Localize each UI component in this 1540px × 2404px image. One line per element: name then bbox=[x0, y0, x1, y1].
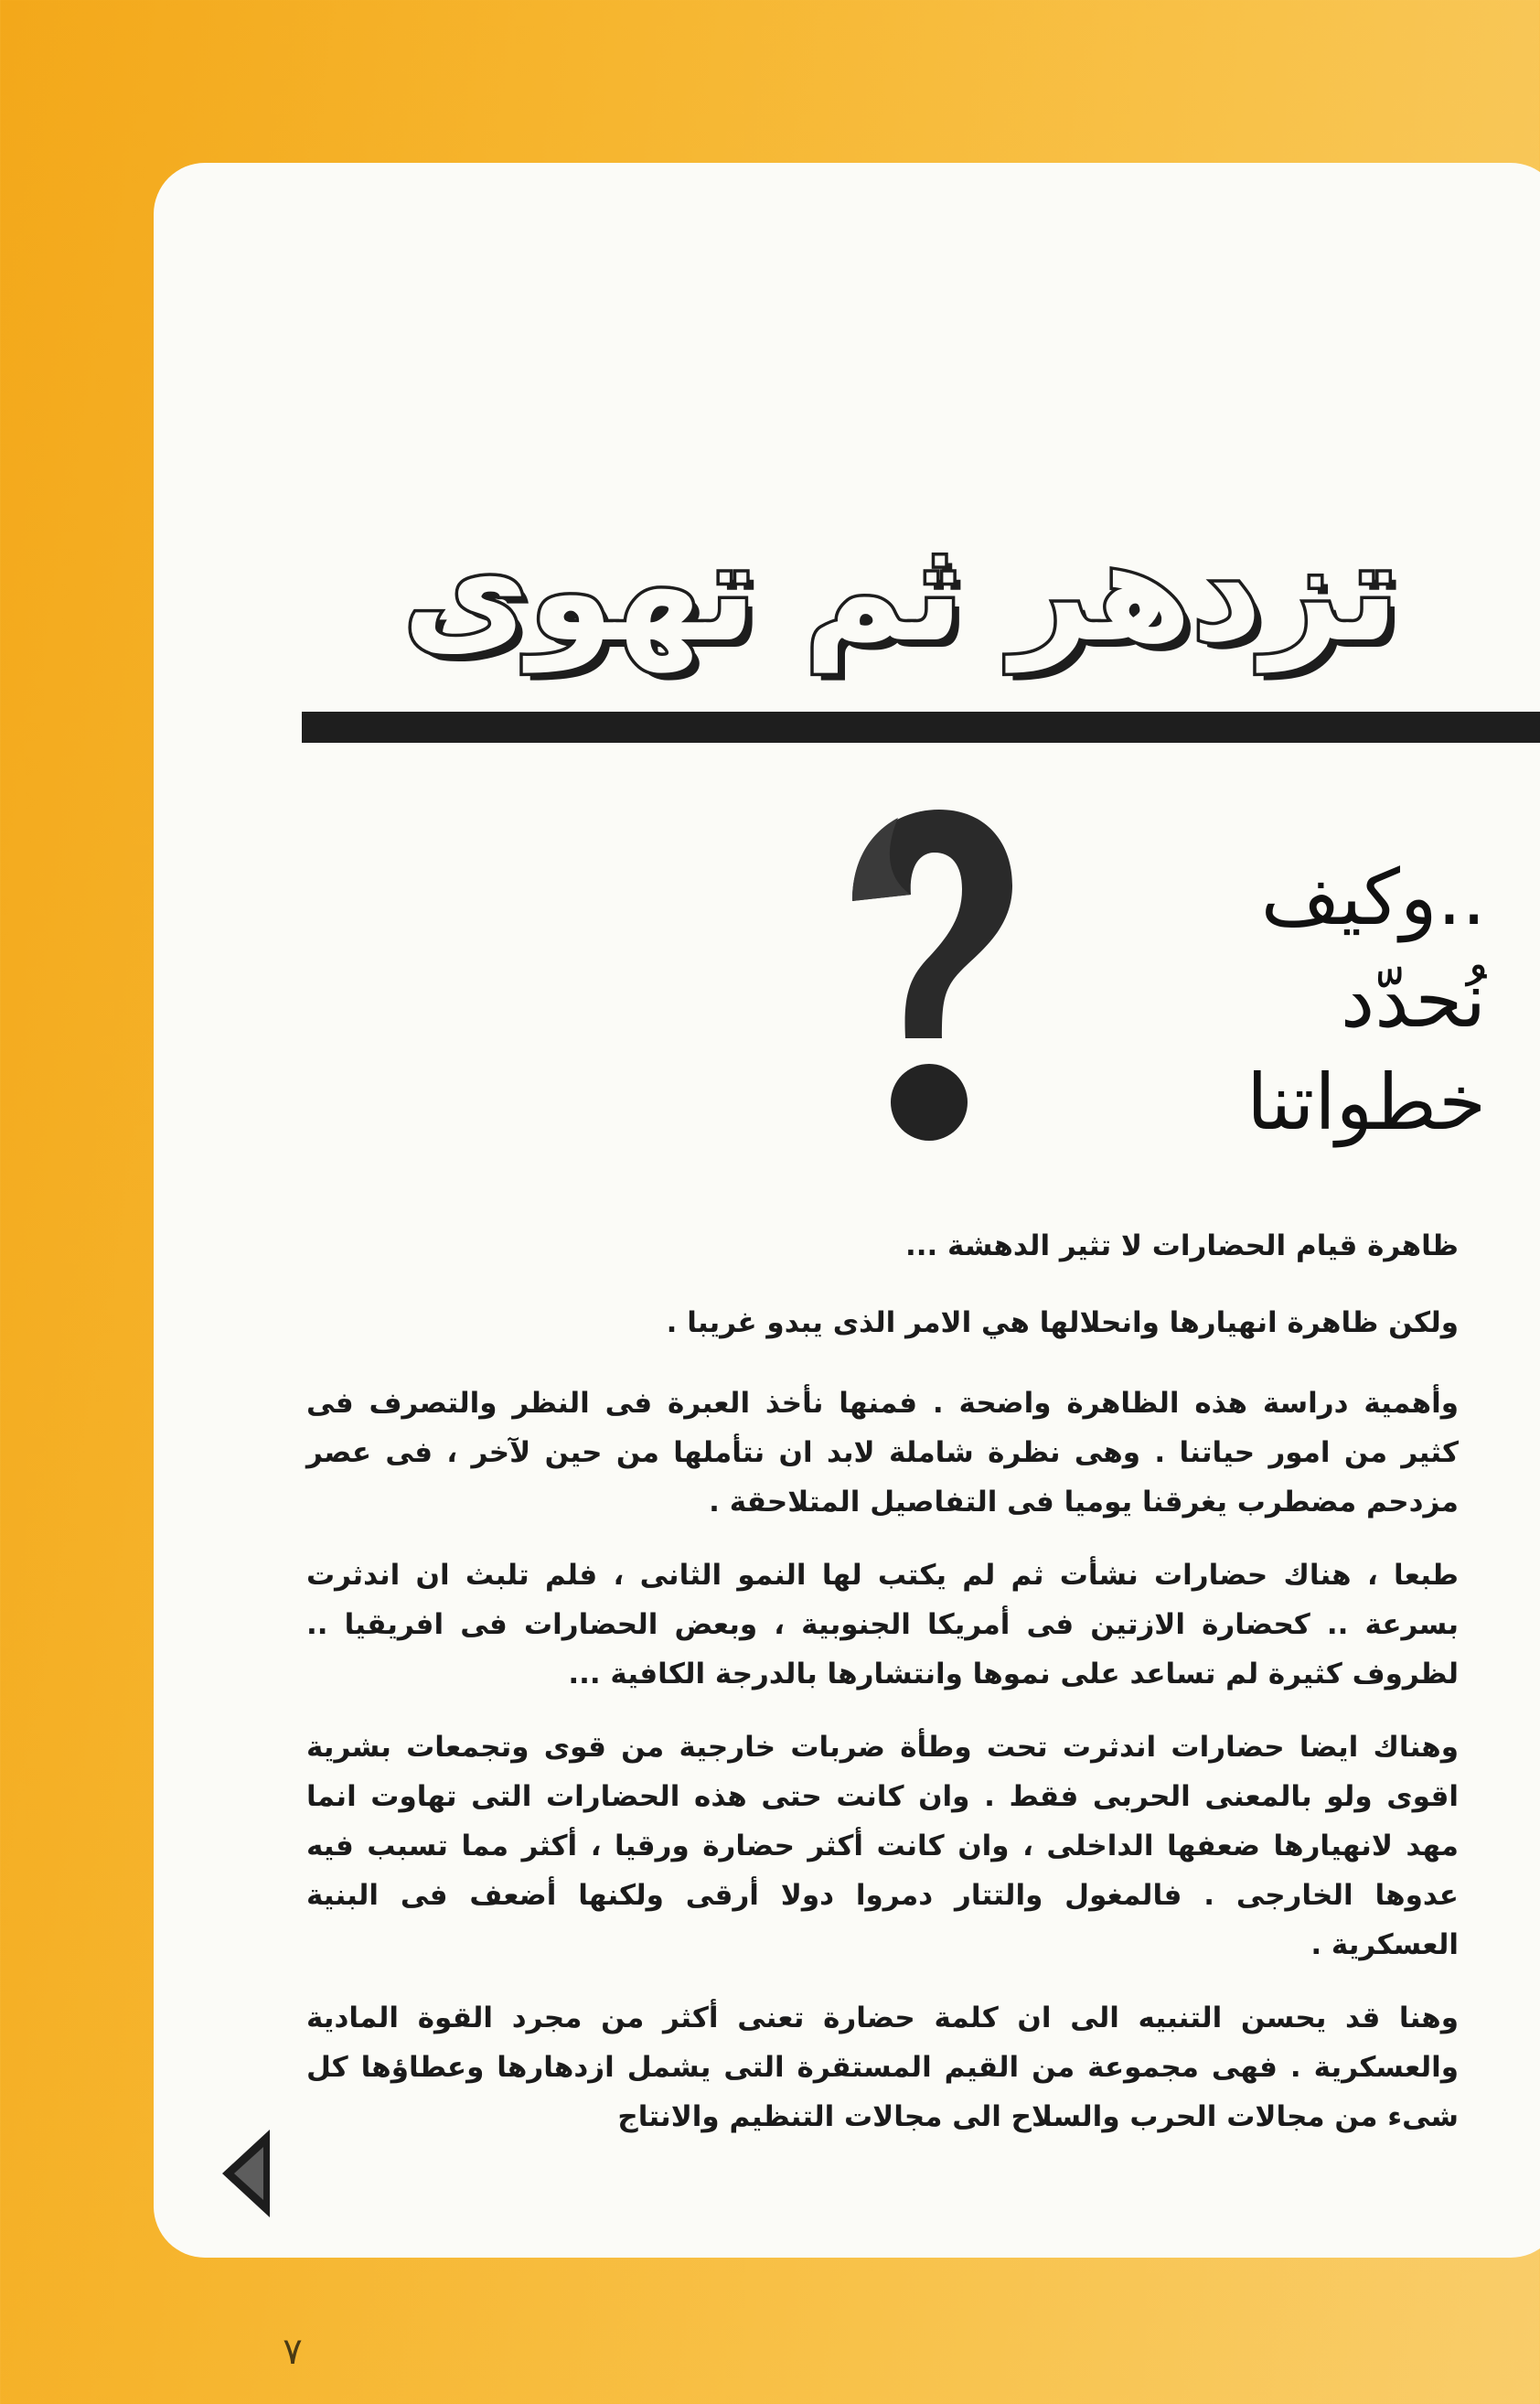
paragraph: وهناك ايضا حضارات اندثرت تحت وطأة ضربات خارجية من قوى وتجمعات بشرية اقوى ولو بالمعنى الحربى فقط . وان كانت حتى هذه الحضارات التى تهاوت انما مهد لانهيارها ضعفها الداخلى ، وان كانت أكثر حضارة ورقيا ، أكثر مما تسبب فيه عدوها الخارجى . فالمغول والتتار دمروا دولا أرقى ولكنها أضعف فى البنية العسكرية . bbox=[306, 1731, 1459, 1961]
question-mark-icon bbox=[834, 805, 1017, 1153]
paragraph: ظاهرة قيام الحضارات لا تثير الدهشة ... bbox=[904, 1229, 1459, 1262]
headline-rule bbox=[302, 712, 1540, 743]
subtitle-line: ..وكيف bbox=[1260, 853, 1486, 942]
article-body bbox=[306, 1221, 1459, 2165]
paragraph: طبعا ، هناك حضارات نشأت ثم لم يكتب لها النمو الثانى ، فلم تلبث ان اندثرت بسرعة .. كحضارة الازتين فى أمريكا الجنوبية ، وبعض الحضارات فى افريقيا .. لظروف كثيرة لم تساعد على نموها وانتشارها بالدرجة الكافية ... bbox=[306, 1559, 1459, 1690]
paragraph: وهنا قد يحسن التنبيه الى ان كلمة حضارة تعنى أكثر من مجرد القوة المادية والعسكرية . فهى مجموعة من القيم المستقرة التى يشمل ازدهارها وعطاؤها كل شىء من مجالات الحرب والسلاح الى مجالات التنظيم والانتاج bbox=[306, 2002, 1459, 2133]
paragraph: وأهمية دراسة هذه الظاهرة واضحة . فمنها نأخذ العبرة فى النظر والتصرف فى كثير من امور حياتنا . وهى نظرة شاملة لابد ان نتأملها من حين لآخر ، فى عصر مزدحم مضطرب يغرقنا يوميا فى التفاصيل المتلاحقة . bbox=[306, 1387, 1459, 1519]
subtitle-line: خطواتنا bbox=[1246, 1057, 1486, 1147]
headline-text: تزدهر ثم تهوى bbox=[402, 512, 1399, 672]
paragraph: ولكن ظاهرة انهيارها وانحلالها هي الامر الذى يبدو غريبا . bbox=[666, 1306, 1459, 1339]
headline bbox=[293, 499, 1509, 686]
subtitle bbox=[1029, 846, 1486, 1154]
subtitle-line: نُحدّد bbox=[1340, 955, 1486, 1045]
page-number: ٧ bbox=[283, 2331, 303, 2373]
continue-arrow-inner bbox=[234, 2147, 263, 2200]
